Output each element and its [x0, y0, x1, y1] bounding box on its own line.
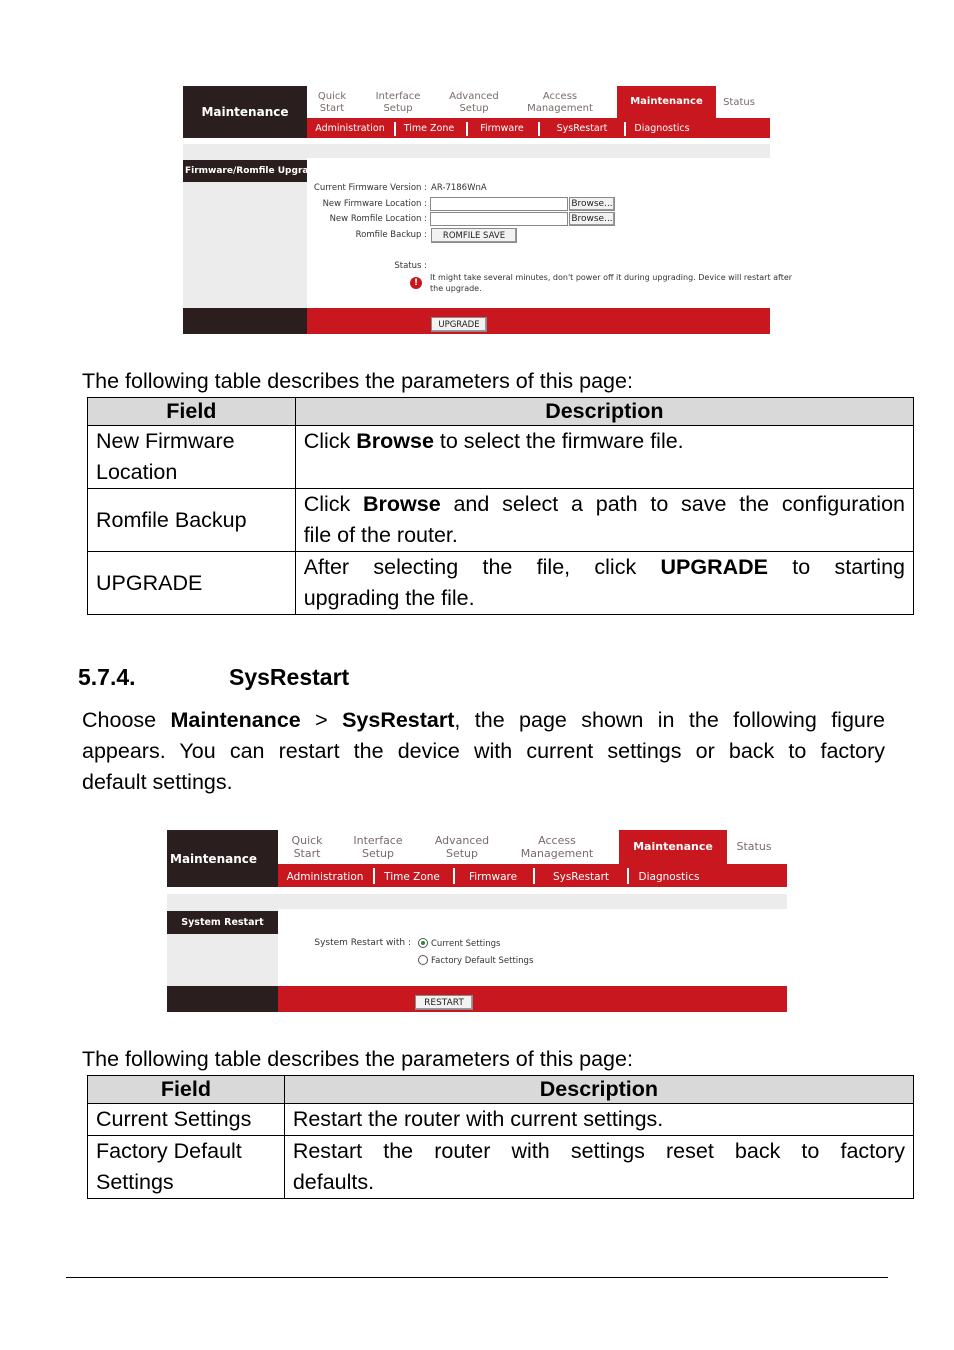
page-footer-rule	[66, 1277, 888, 1278]
subtab-sysrestart[interactable]: SysRestart	[552, 871, 610, 883]
current-firmware-value: AR-7186WnA	[431, 183, 487, 193]
text: , the page shown in the following figure	[454, 708, 885, 732]
subtab-time-zone[interactable]: Time Zone	[403, 123, 455, 134]
browse-romfile-button[interactable]: Browse...	[569, 212, 615, 226]
sysrestart-screenshot	[167, 830, 787, 1012]
table-row	[88, 552, 914, 615]
subnav-separator	[624, 122, 626, 136]
tab-label-line2: Start	[319, 102, 345, 114]
tab-label-line2: Setup	[445, 846, 479, 860]
new-romfile-input[interactable]	[430, 212, 568, 226]
desc-text: and select a path to save the configuration	[440, 492, 905, 516]
tab-advanced-setup[interactable]	[429, 835, 495, 860]
desc-text: Click	[303, 429, 357, 453]
table1-intro: The following table describes the parameters of this page:	[82, 369, 633, 393]
field-cell	[88, 552, 296, 615]
subnav-separator	[627, 868, 629, 884]
subtab-administration[interactable]: Administration	[286, 871, 364, 883]
section-paragraph	[82, 705, 885, 798]
subtab-firmware[interactable]: Firmware	[480, 123, 524, 134]
table-header-row	[88, 1076, 914, 1104]
radio-current-settings[interactable]	[418, 938, 428, 948]
tab-status[interactable]	[717, 97, 761, 109]
tab-access-management[interactable]	[517, 835, 597, 860]
description-cell	[295, 552, 913, 615]
paragraph-line: appears. You can restart the device with current settings or back to factory	[82, 739, 885, 763]
subtab-sysrestart[interactable]: SysRestart	[556, 123, 608, 134]
desc-text: to select the firmware file.	[433, 429, 684, 453]
text-bold: Maintenance	[170, 708, 301, 732]
section-label: Firmware/Romfile Upgrade	[183, 160, 307, 182]
firmware-upgrade-screenshot	[183, 86, 793, 334]
field-line: New Firmware	[96, 429, 235, 453]
upgrade-button[interactable]: UPGRADE	[431, 317, 487, 332]
subtab-time-zone[interactable]: Time Zone	[384, 871, 440, 883]
content-top-band	[167, 894, 787, 909]
desc-line	[304, 552, 905, 583]
desc-bold: Browse	[363, 492, 441, 516]
section-title: SysRestart	[229, 664, 350, 690]
desc-line: upgrading the file.	[303, 586, 475, 610]
desc-line	[304, 489, 905, 520]
tab-label-line2: Management	[520, 846, 594, 860]
field-text: Romfile Backup	[96, 507, 247, 532]
warning-icon: !	[410, 277, 422, 289]
tab-label-line1: Access	[542, 91, 578, 102]
field-cell	[88, 426, 296, 489]
brand-label: Maintenance	[183, 86, 307, 138]
desc-text: After selecting the file, click	[303, 555, 661, 579]
new-firmware-label: New Firmware Location :	[322, 199, 427, 209]
new-firmware-input[interactable]	[430, 197, 568, 211]
tab-label-line1: Advanced	[449, 91, 499, 102]
status-message-line1: It might take several minutes, don't power off it during upgrading. Device will restart after	[430, 273, 793, 282]
subnav-separator	[373, 868, 375, 884]
tab-label-line1: Advanced	[434, 834, 490, 847]
tab-label-line2: Setup	[361, 846, 395, 860]
tab-label-line1: Interface	[375, 91, 421, 102]
tab-label-line1: Quick	[291, 834, 323, 847]
radio-factory-default[interactable]	[418, 955, 428, 965]
desc-bold: UPGRADE	[660, 555, 768, 579]
section-label: System Restart	[167, 911, 278, 934]
footer-bar	[278, 986, 787, 1012]
tab-maintenance[interactable]	[619, 830, 727, 864]
tab-label-line2: Start	[293, 846, 321, 860]
subtab-diagnostics[interactable]: Diagnostics	[638, 871, 700, 883]
desc-line: Restart the router with settings reset back to factory	[292, 1139, 905, 1163]
subtab-firmware[interactable]: Firmware	[468, 871, 518, 883]
content-top-band	[183, 144, 770, 158]
description-cell	[295, 426, 913, 489]
header-field: Field	[88, 398, 296, 426]
option-factory-default-label: Factory Default Settings	[431, 956, 534, 966]
field-line: Factory Default	[96, 1139, 242, 1163]
subnav-separator	[538, 122, 540, 136]
table1	[87, 397, 914, 615]
tab-access-management[interactable]	[523, 91, 597, 114]
desc-text: Click	[303, 492, 364, 516]
table-header-row	[88, 398, 914, 426]
subnav-separator	[394, 122, 396, 136]
new-romfile-label: New Romfile Location :	[329, 214, 427, 224]
section-number: 5.7.4.	[78, 664, 136, 690]
restart-with-label: System Restart with :	[314, 938, 411, 948]
tab-label: Status	[736, 840, 772, 853]
footer-left	[167, 986, 278, 1012]
text-bold: SysRestart	[342, 708, 455, 732]
brand-label: Maintenance	[167, 830, 278, 887]
tab-status[interactable]	[729, 841, 779, 854]
browse-firmware-button[interactable]: Browse...	[569, 197, 615, 211]
tab-label: Maintenance	[633, 839, 713, 853]
tab-maintenance[interactable]	[617, 86, 716, 118]
tab-label-line2: Setup	[383, 102, 413, 114]
description-cell	[284, 1136, 913, 1199]
table2-intro: The following table describes the parameters of this page:	[82, 1047, 633, 1071]
status-label: Status :	[394, 261, 427, 271]
subnav-separator	[533, 868, 535, 884]
tab-label: Maintenance	[630, 96, 703, 108]
field-line: Settings	[96, 1170, 174, 1194]
desc-text: to starting	[768, 555, 905, 579]
table-row	[88, 489, 914, 552]
table2	[87, 1075, 914, 1199]
desc-bold: Browse	[356, 429, 434, 453]
tab-interface-setup[interactable]	[349, 835, 407, 860]
subtab-administration[interactable]: Administration	[315, 123, 385, 134]
tab-label-line1: Interface	[353, 834, 403, 847]
footer-left	[183, 308, 307, 334]
field-text: UPGRADE	[96, 570, 203, 595]
desc-line: file of the router.	[303, 523, 458, 547]
text: >	[300, 708, 343, 732]
table-row	[88, 1136, 914, 1199]
tab-interface-setup[interactable]	[371, 91, 425, 114]
header-field: Field	[88, 1076, 285, 1104]
subnav-separator	[453, 868, 455, 884]
tab-label-line1: Quick	[317, 91, 347, 102]
text: Choose	[82, 708, 171, 732]
footer-bar	[307, 308, 770, 334]
paragraph-line: default settings.	[82, 770, 233, 794]
current-firmware-label: Current Firmware Version :	[313, 183, 427, 193]
restart-button[interactable]: RESTART	[415, 995, 473, 1010]
option-current-settings-label: Current Settings	[431, 939, 501, 949]
field-cell	[88, 1136, 285, 1199]
header-description: Description	[284, 1076, 913, 1104]
desc-line: defaults.	[292, 1170, 375, 1194]
subtab-diagnostics[interactable]: Diagnostics	[634, 123, 690, 134]
tab-label-line1: Access	[538, 834, 576, 847]
status-message-line2: the upgrade.	[430, 284, 482, 293]
table-row	[88, 426, 914, 489]
tab-quick-start[interactable]	[285, 835, 329, 860]
table-row	[88, 1104, 914, 1136]
field-line: Location	[96, 460, 178, 484]
description-cell	[295, 489, 913, 552]
tab-advanced-setup[interactable]	[444, 91, 504, 114]
tab-label: Status	[723, 97, 755, 108]
tab-label-line2: Management	[527, 102, 593, 114]
field-cell	[88, 489, 296, 552]
description-cell: Restart the router with current settings.	[284, 1104, 913, 1136]
tab-label-line2: Setup	[459, 102, 489, 114]
field-cell: Current Settings	[88, 1104, 285, 1136]
tab-quick-start[interactable]	[313, 91, 351, 114]
romfile-backup-label: Romfile Backup :	[355, 230, 427, 240]
romfile-save-button[interactable]: ROMFILE SAVE	[431, 228, 517, 243]
subnav-separator	[466, 122, 468, 136]
header-description: Description	[295, 398, 913, 426]
paragraph-line	[82, 705, 885, 736]
